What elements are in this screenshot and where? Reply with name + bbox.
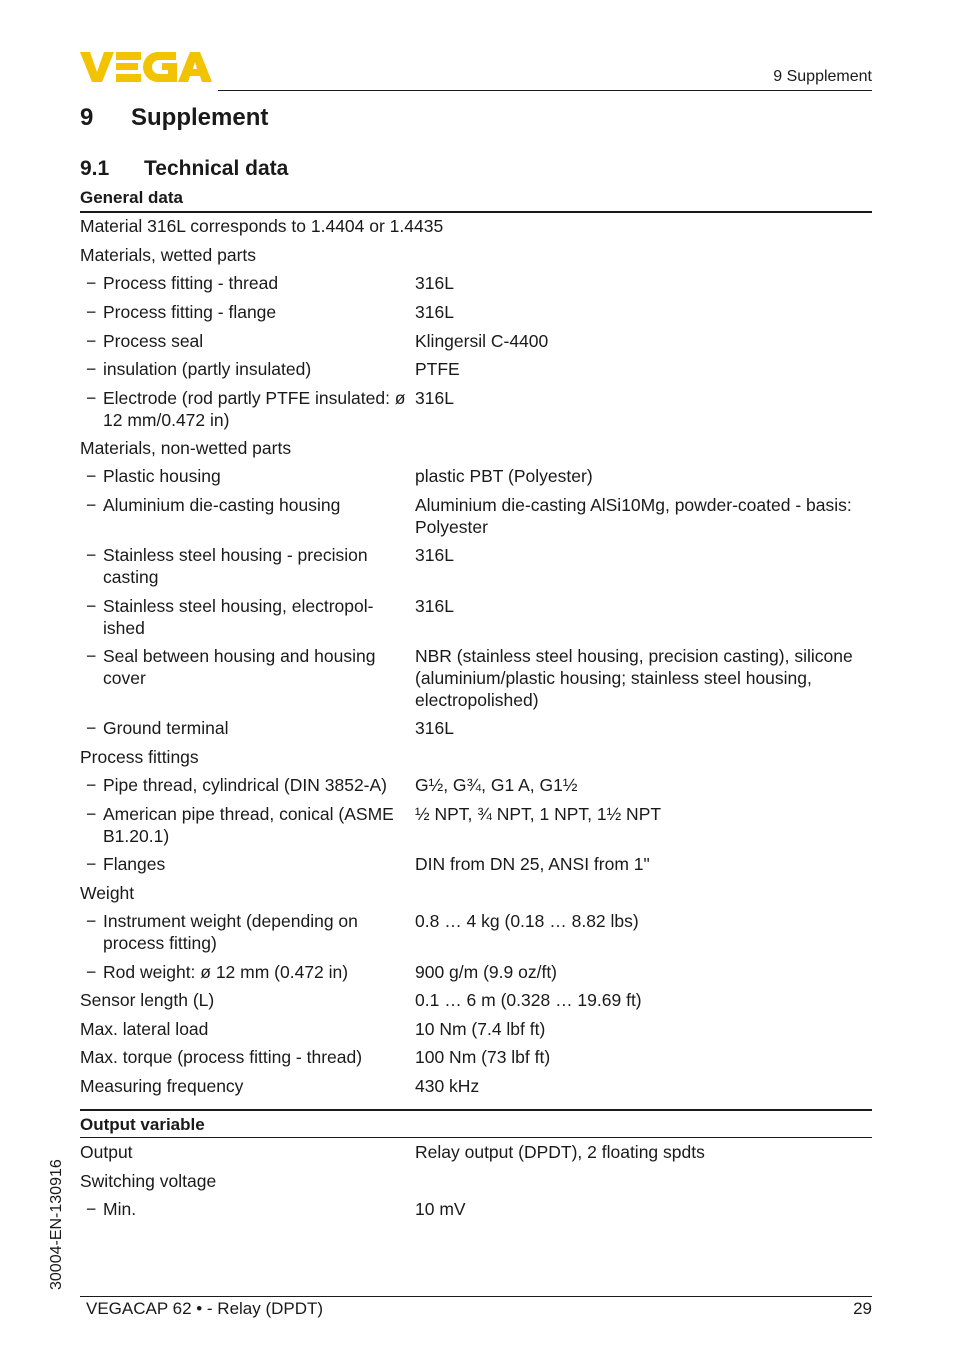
spec-value: 0.8 … 4 kg (0.18 … 8.82 lbs): [415, 911, 639, 931]
spec-label: Process seal: [103, 331, 204, 351]
bullet-dash: −: [86, 273, 97, 293]
spec-label: Rod weight: ø 12 mm (0.472 in): [103, 962, 349, 982]
spec-label: Measuring frequency: [80, 1076, 244, 1096]
bullet-dash: −: [86, 495, 97, 515]
spec-label: Process fittings: [80, 747, 199, 767]
spec-value: 900 g/m (9.9 oz/ft): [415, 962, 558, 982]
subsection-heading: [80, 157, 288, 181]
spec-value: DIN from DN 25, ANSI from 1": [415, 854, 650, 874]
chapter-heading: [80, 104, 268, 132]
bullet-dash: −: [86, 331, 97, 351]
output-variable-title: Output variable: [80, 1115, 205, 1134]
spec-value: NBR (stainless steel housing, precision casting), silicone (aluminium/plastic housing; stainless steel housing, electropolished): [415, 646, 853, 710]
spec-value: 316L: [415, 596, 454, 616]
bullet-dash: −: [86, 302, 97, 322]
spec-value: Klingersil C-4400: [415, 331, 549, 351]
header-rule: [218, 90, 872, 91]
spec-value: Aluminium die-casting AlSi10Mg, powder-coated - basis: Polyester: [415, 495, 852, 537]
spec-label: Flanges: [103, 854, 166, 874]
output-variable-rule: [80, 1137, 872, 1138]
chapter-number: 9: [80, 104, 94, 131]
bullet-dash: −: [86, 596, 97, 616]
spec-label: Process fitting - flange: [103, 302, 277, 322]
spec-value: 316L: [415, 718, 454, 738]
spec-value: 316L: [415, 545, 454, 565]
spec-label: Material 316L corresponds to 1.4404 or 1.4435: [80, 216, 444, 236]
spec-value: 10 Nm (7.4 lbf ft): [415, 1019, 546, 1039]
spec-label: Materials, non-wetted parts: [80, 438, 292, 458]
footer-product: VEGACAP 62 • - Relay (DPDT): [86, 1299, 324, 1318]
spec-value: 316L: [415, 388, 454, 408]
bullet-dash: −: [86, 466, 97, 486]
spec-label: Max. lateral load: [80, 1019, 209, 1039]
bullet-dash: −: [86, 804, 97, 824]
general-data-rule: [80, 211, 872, 213]
spec-label: Switching voltage: [80, 1171, 217, 1191]
spec-value: plastic PBT (Polyester): [415, 466, 593, 486]
spec-value: 100 Nm (73 lbf ft): [415, 1047, 551, 1067]
spec-value: 430 kHz: [415, 1076, 480, 1096]
spec-label: Stainless steel housing - precision casting: [103, 545, 368, 587]
spec-label: Weight: [80, 883, 135, 903]
document-code: 30004-EN-130916: [48, 1159, 65, 1290]
spec-label: Process fitting - thread: [103, 273, 279, 293]
bullet-dash: −: [86, 1199, 97, 1219]
spec-label: Pipe thread, cylindrical (DIN 3852-A): [103, 775, 388, 795]
spec-value: 316L: [415, 273, 454, 293]
spec-value: 10 mV: [415, 1199, 466, 1219]
bullet-dash: −: [86, 545, 97, 565]
bullet-dash: −: [86, 962, 97, 982]
bullet-dash: −: [86, 646, 97, 666]
bullet-dash: −: [86, 388, 97, 408]
bullet-dash: −: [86, 911, 97, 931]
general-data-title: General data: [80, 188, 183, 207]
spec-value: ½ NPT, ¾ NPT, 1 NPT, 1½ NPT: [415, 804, 662, 824]
spec-label: American pipe thread, conical (ASME B1.20.1): [103, 804, 394, 846]
spec-value: PTFE: [415, 359, 460, 379]
spec-label: Seal between housing and housing cover: [103, 646, 376, 688]
spec-label: insulation (partly insulated): [103, 359, 312, 379]
subsection-title: Technical data: [144, 157, 289, 180]
bullet-dash: −: [86, 359, 97, 379]
spec-label: Output: [80, 1142, 133, 1162]
chapter-title: Supplement: [131, 104, 269, 131]
spec-value: Relay output (DPDT), 2 floating spdts: [415, 1142, 705, 1162]
subsection-number: 9.1: [80, 157, 110, 180]
spec-value: G½, G¾, G1 A, G1½: [415, 775, 578, 795]
spec-label: Plastic housing: [103, 466, 221, 486]
spec-label: Materials, wetted parts: [80, 245, 257, 265]
bullet-dash: −: [86, 854, 97, 874]
spec-label: Aluminium die-casting housing: [103, 495, 341, 515]
vega-logo-icon: [80, 50, 212, 84]
spec-value: 316L: [415, 302, 454, 322]
spec-label: Min.: [103, 1199, 137, 1219]
page-number: 29: [853, 1299, 872, 1318]
spec-label: Stainless steel housing, electropol-ished: [103, 596, 374, 638]
bullet-dash: −: [86, 718, 97, 738]
spec-label: Instrument weight (depending on process fitting): [103, 911, 358, 953]
output-variable-top-rule: [80, 1109, 872, 1111]
footer-rule: [80, 1296, 872, 1297]
header-section-label: 9 Supplement: [773, 68, 872, 85]
spec-label: Ground terminal: [103, 718, 229, 738]
spec-label: Sensor length (L): [80, 990, 215, 1010]
bullet-dash: −: [86, 775, 97, 795]
spec-label: Electrode (rod partly PTFE insulated: ø 12 mm/0.472 in): [103, 388, 406, 430]
spec-value: 0.1 … 6 m (0.328 … 19.69 ft): [415, 990, 642, 1010]
spec-label: Max. torque (process fitting - thread): [80, 1047, 363, 1067]
